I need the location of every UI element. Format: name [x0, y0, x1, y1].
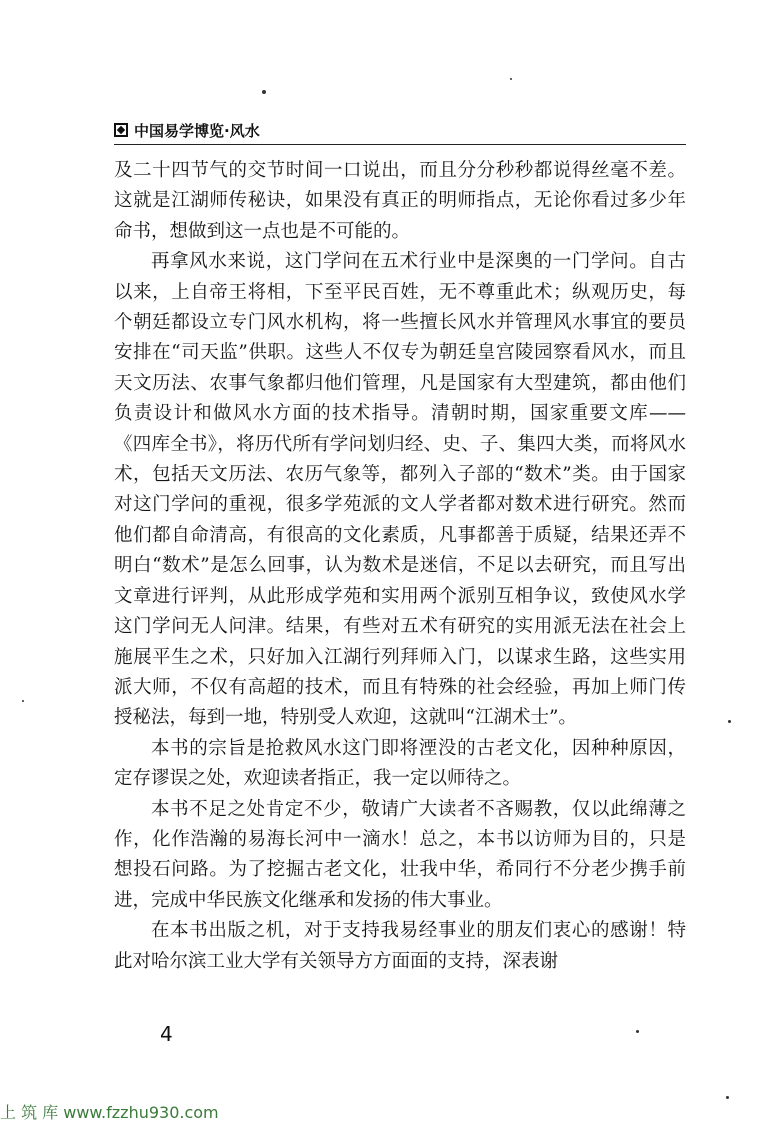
running-header [114, 118, 260, 142]
scan-speck [728, 720, 731, 723]
book-chapter-icon [114, 123, 128, 137]
scan-speck [22, 700, 24, 702]
paragraph: 本书不足之处肯定不少，敬请广大读者不吝赐教，仅以此绵薄之作，化作浩瀚的易海长河中一滴水！总之，本书以访师为目的，只是想投石问路。为了挖掘古老文化，壮我中华，希同行不分老少携手前进，完成中华民族文化继承和发扬的伟大事业。 [114, 798, 686, 911]
scan-speck [262, 90, 266, 94]
header-divider [114, 144, 686, 145]
paragraph: 本书的宗旨是抢救风水这门即将湮没的古老文化，因种种原因，定存谬误之处，欢迎读者指正，我一定以师待之。 [114, 737, 686, 790]
paragraph-continued: 及二十四节气的交节时间一口说出，而且分分秒秒都说得丝毫不差。这就是江湖师传秘诀，如果没有真正的明师指点，无论你看过多少年命书，想做到这一点也是不可能的。 [114, 160, 686, 242]
scan-speck [510, 78, 512, 80]
body-text [114, 156, 686, 977]
scan-speck [726, 1096, 729, 1099]
running-header-title: 中国易学博览·风水 [134, 121, 260, 140]
paragraph: 在本书出版之机，对于支持我易经事业的朋友们衷心的感谢！特此对哈尔滨工业大学有关领导方方面面的支持，深表谢 [114, 920, 686, 972]
page-number: 4 [160, 1022, 173, 1046]
footer-watermark: 上 筑 库 www.fzzhu930.com [0, 1103, 219, 1122]
paragraph: 再拿风水来说，这门学问在五术行业中是深奥的一门学问。自古以来，上自帝王将相，下至平民百姓，无不尊重此术；纵观历史，每个朝廷都设立专门风水机构，将一些擅长风水并管理风水事宜的要员安排在“司天监”供职。这些人不仅专为朝廷皇宫陵园察看风水，而且天文历法、农事气象都归他们管理，凡是国家有大型建筑，都由他们负责设计和做风水方面的技术指导。清朝时期，国家重要文库——《四库全书》，将历代所有学问划归经、史、子、集四大类，而将风水术，包括天文历法、农历气象等，都列入子部的“数术”类。由于国家对这门学问的重视，很多学苑派的文人学者都对数术进行研究。然而他们都自命清高，有很高的文化素质，凡事都善于质疑，结果还弄不明白“数术”是怎么回事，认为数术是迷信，不足以去研究，而且写出文章进行评判，从此形成学苑和实用两个派别互相争议，致使风水学这门学问无人问津。结果，有些对五术有研究的实用派无法在社会上施展平生之术，只好加入江湖行列拜师入门，以谋求生路，这些实用派大师，不仅有高超的技术，而且有特殊的社会经验，再加上师门传授秘法，每到一地，特别受人欢迎，这就叫“江湖术士”。 [114, 251, 686, 729]
scan-speck [636, 1030, 639, 1033]
